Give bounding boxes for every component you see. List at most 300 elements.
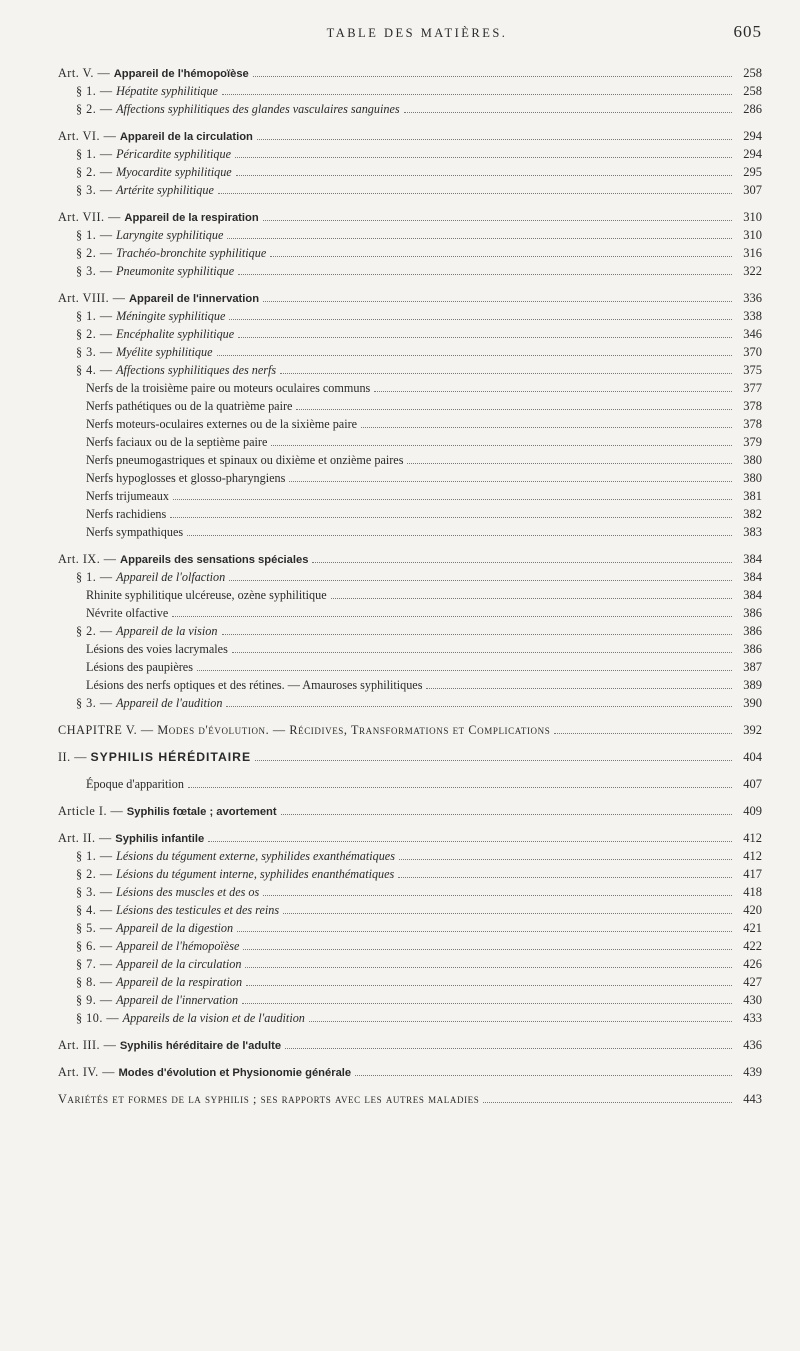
- toc-entry-title: Appareils des sensations spéciales: [120, 554, 309, 566]
- toc-entry-page: 286: [743, 102, 762, 116]
- toc-entry-page: 380: [743, 453, 762, 467]
- toc-entry-page: 439: [743, 1065, 762, 1079]
- toc-entry-label: § 1. —: [76, 147, 117, 161]
- toc-entry-title: Appareil de l'innervation: [116, 993, 239, 1007]
- toc-entry-title: Appareil de l'hémopoïèse: [113, 68, 249, 80]
- toc-entry-title: Modes d'évolution et Physionomie générale: [118, 1067, 352, 1079]
- dot-leader: [245, 958, 732, 968]
- toc-entry-text: [58, 1065, 351, 1080]
- toc-entry-label: II. —: [58, 750, 91, 764]
- toc-entry-page: 389: [743, 678, 762, 692]
- toc-entry-page: 378: [743, 399, 762, 413]
- toc-entry-label: § 3. —: [76, 345, 117, 359]
- toc-entry-title: Nerfs de la troisième paire ou moteurs oculaires communs: [86, 381, 371, 395]
- toc-entry-page: 307: [743, 183, 762, 197]
- toc-entry: [58, 993, 762, 1011]
- toc-entry-title: Lésions du tégument externe, syphilides exanthématiques: [116, 849, 395, 863]
- toc-entry-page: 426: [743, 957, 762, 971]
- toc-entry-text: [86, 471, 285, 486]
- toc-entry-page: 384: [743, 552, 762, 566]
- toc-entry-text: [86, 606, 168, 621]
- toc-entry-title: Myocardite syphilitique: [116, 165, 232, 179]
- toc-entry-label: § 3. —: [76, 885, 117, 899]
- toc-entry-title: Appareil de l'olfaction: [116, 570, 226, 584]
- toc-entry: [58, 246, 762, 264]
- toc-entry-text: [76, 84, 218, 99]
- toc-entry: [58, 804, 762, 822]
- toc-entry: [58, 147, 762, 165]
- toc-entry-page: 407: [743, 777, 762, 791]
- toc-entry-page: 386: [743, 606, 762, 620]
- toc-entry-label: § 9. —: [76, 993, 117, 1007]
- dot-leader: [554, 724, 732, 734]
- toc-entry: [58, 678, 762, 696]
- toc-entry-label: § 2. —: [76, 102, 117, 116]
- toc-entry: [58, 345, 762, 363]
- toc-entry-text: [76, 183, 214, 198]
- toc-entry-title: Appareils de la vision et de l'audition: [122, 1011, 305, 1025]
- toc-entry-label: § 1. —: [76, 309, 117, 323]
- toc-entry: [58, 183, 762, 201]
- toc-entry: [58, 624, 762, 642]
- toc-entry-title: Rhinite syphilitique ulcéreuse, ozène syphilitique: [86, 588, 327, 602]
- toc-entry-title: Nerfs faciaux ou de la septième paire: [86, 435, 268, 449]
- toc-entry-title: Artérite syphilitique: [116, 183, 214, 197]
- toc-entry-label: Art. III. —: [58, 1038, 120, 1052]
- toc-entry: [58, 129, 762, 147]
- dot-leader: [173, 490, 732, 500]
- toc-entry-title: Encéphalite syphilitique: [116, 327, 235, 341]
- toc-entry-text: [86, 381, 370, 396]
- toc-entry-title: Nerfs pneumogastriques et spinaux ou dixième et onzième paires: [86, 453, 404, 467]
- toc-entry-title: Nerfs hypoglosses et glosso-pharyngiens: [86, 471, 286, 485]
- toc-entry: [58, 417, 762, 435]
- toc-entry-page: 390: [743, 696, 762, 710]
- toc-entry-title: Appareil de l'hémopoïèse: [116, 939, 240, 953]
- toc-entry-text: [58, 1092, 479, 1107]
- toc-entry-title: Nerfs moteurs-oculaires externes ou de la sixième paire: [86, 417, 358, 431]
- toc-entry-title: Appareil de la respiration: [124, 212, 259, 224]
- dot-leader: [263, 886, 732, 896]
- toc-entry-text: [58, 723, 550, 738]
- toc-entry-label: § 1. —: [76, 570, 117, 584]
- toc-entry-text: [86, 777, 184, 792]
- toc-entry-label: § 4. —: [76, 363, 117, 377]
- toc-entry-page: 380: [743, 471, 762, 485]
- toc-entry: [58, 750, 762, 768]
- toc-entry-page: 338: [743, 309, 762, 323]
- toc-entry: [58, 921, 762, 939]
- dot-leader: [237, 922, 732, 932]
- dot-leader: [238, 328, 732, 338]
- dot-leader: [263, 292, 732, 302]
- toc-entry: [58, 777, 762, 795]
- toc-entry-text: [86, 417, 357, 432]
- toc-entry-label: CHAPITRE V. —: [58, 723, 158, 737]
- toc-entry-text: [86, 678, 422, 693]
- toc-entry-text: [86, 435, 267, 450]
- toc-entry-label: § 1. —: [76, 228, 117, 242]
- toc-entry-text: [76, 993, 238, 1008]
- toc-entry-page: 294: [743, 147, 762, 161]
- toc-entry-title: Époque d'apparition: [86, 777, 184, 791]
- toc-entry-text: [76, 903, 279, 918]
- toc-entry-title: Méningite syphilitique: [116, 309, 226, 323]
- toc-entry-text: [86, 489, 169, 504]
- toc-entry-title: Variétés et formes de la syphilis ; ses rapports avec les autres maladies: [58, 1092, 480, 1106]
- toc-entry-title: Modes d'évolution. — Récidives, Transformations et Complications: [157, 723, 551, 737]
- toc-entry-title: Trachéo-bronchite syphilitique: [116, 246, 267, 260]
- toc-entry: [58, 867, 762, 885]
- toc-entry-text: [76, 957, 241, 972]
- toc-entry: [58, 489, 762, 507]
- toc-entry-text: [58, 210, 259, 225]
- toc-entry: [58, 165, 762, 183]
- toc-entry-text: [58, 129, 253, 144]
- toc-entry-label: § 3. —: [76, 696, 117, 710]
- toc-entry-page: 322: [743, 264, 762, 278]
- toc-entry-title: Nerfs rachidiens: [86, 507, 167, 521]
- dot-leader: [285, 1039, 732, 1049]
- toc-entry-page: 404: [743, 750, 762, 764]
- toc-entry-page: 427: [743, 975, 762, 989]
- dot-leader: [243, 940, 732, 950]
- toc-entry-title: Névrite olfactive: [86, 606, 169, 620]
- toc-entry-title: SYPHILIS HÉRÉDITAIRE: [90, 750, 252, 764]
- dot-leader: [355, 1066, 732, 1076]
- dot-leader: [404, 103, 732, 113]
- toc-entry: [58, 1065, 762, 1083]
- toc-entry-title: Syphilis héréditaire de l'adulte: [119, 1040, 282, 1052]
- toc-entry: [58, 849, 762, 867]
- dot-leader: [289, 472, 732, 482]
- dot-leader: [426, 679, 732, 689]
- toc-entry-label: § 2. —: [76, 624, 117, 638]
- toc-entry-page: 443: [743, 1092, 762, 1106]
- toc-entry-text: [76, 264, 234, 279]
- toc-entry-page: 412: [743, 831, 762, 845]
- toc-entry: [58, 399, 762, 417]
- toc-entry: [58, 102, 762, 120]
- page-title: TABLE DES MATIÈRES.: [326, 26, 508, 40]
- toc-entry-label: § 6. —: [76, 939, 117, 953]
- toc-entry-label: Art. IX. —: [58, 552, 121, 566]
- toc-entry-page: 310: [743, 210, 762, 224]
- toc-entry-title: Affections syphilitiques des glandes vasculaires sanguines: [116, 102, 400, 116]
- toc-entry-title: Appareil de la circulation: [116, 957, 242, 971]
- toc-entry-label: § 5. —: [76, 921, 117, 935]
- toc-entry-page: 384: [743, 588, 762, 602]
- toc-entry-label: § 2. —: [76, 246, 117, 260]
- toc-entry-page: 294: [743, 129, 762, 143]
- toc-entry: [58, 435, 762, 453]
- toc-entry-text: [86, 642, 228, 657]
- toc-entry-page: 421: [743, 921, 762, 935]
- dot-leader: [236, 166, 732, 176]
- toc-entry-text: [58, 66, 249, 81]
- toc-entry-text: [58, 750, 251, 765]
- toc-entry-title: Lésions des muscles et des os: [116, 885, 260, 899]
- toc-entry-title: Laryngite syphilitique: [116, 228, 224, 242]
- toc-entry-title: Lésions des paupières: [86, 660, 193, 674]
- dot-leader: [172, 607, 732, 617]
- toc-entry: [58, 210, 762, 228]
- dot-leader: [283, 904, 732, 914]
- toc-entry-label: § 2. —: [76, 327, 117, 341]
- toc-entry-text: [86, 525, 183, 540]
- dot-leader: [188, 778, 732, 788]
- dot-leader: [246, 976, 732, 986]
- toc-entry: [58, 228, 762, 246]
- toc-entry: [58, 363, 762, 381]
- toc-entry-title: Pneumonite syphilitique: [116, 264, 235, 278]
- toc-entry-text: [76, 228, 223, 243]
- toc-entry-title: Appareil de la digestion: [116, 921, 234, 935]
- toc-entry-label: Art. VI. —: [58, 129, 120, 143]
- dot-leader: [226, 697, 732, 707]
- toc-entry-text: [76, 975, 242, 990]
- toc-entry: [58, 84, 762, 102]
- toc-entry-page: 378: [743, 417, 762, 431]
- toc-entry-page: 383: [743, 525, 762, 539]
- toc-entry: [58, 552, 762, 570]
- dot-leader: [399, 850, 732, 860]
- toc-entry-label: Art. V. —: [58, 66, 114, 80]
- toc-entry-page: 258: [743, 66, 762, 80]
- toc-entry: [58, 903, 762, 921]
- toc-entry-title: Affections syphilitiques des nerfs: [116, 363, 277, 377]
- dot-leader: [217, 346, 732, 356]
- page-header: [72, 22, 762, 46]
- toc-entry-label: § 8. —: [76, 975, 117, 989]
- toc-entry-text: [76, 309, 225, 324]
- toc-entry-label: § 2. —: [76, 165, 117, 179]
- toc-entry: [58, 381, 762, 399]
- toc-entry-page: 375: [743, 363, 762, 377]
- toc-entry-text: [76, 246, 266, 261]
- toc-entry-text: [76, 345, 213, 360]
- toc-entry-text: [76, 165, 232, 180]
- toc-entry-page: 386: [743, 624, 762, 638]
- toc-entry-page: 381: [743, 489, 762, 503]
- toc-entry-page: 422: [743, 939, 762, 953]
- toc-entry-text: [58, 804, 277, 819]
- dot-leader: [229, 310, 732, 320]
- toc-entry-title: Lésions des voies lacrymales: [86, 642, 228, 656]
- dot-leader: [331, 589, 732, 599]
- toc-entry: [58, 291, 762, 309]
- table-of-contents: [58, 66, 762, 1110]
- toc-entry: [58, 309, 762, 327]
- toc-entry: [58, 957, 762, 975]
- toc-entry-page: 418: [743, 885, 762, 899]
- dot-leader: [232, 643, 732, 653]
- dot-leader: [483, 1093, 732, 1103]
- page-number: 605: [733, 22, 762, 41]
- toc-entry-text: [86, 660, 193, 675]
- toc-entry: [58, 606, 762, 624]
- toc-entry-page: 420: [743, 903, 762, 917]
- toc-entry-title: Appareil de l'innervation: [128, 293, 260, 305]
- toc-entry-label: § 3. —: [76, 264, 117, 278]
- toc-entry-title: Syphilis fœtale ; avortement: [126, 806, 277, 818]
- dot-leader: [374, 382, 732, 392]
- dot-leader: [222, 625, 733, 635]
- toc-entry-label: § 7. —: [76, 957, 117, 971]
- dot-leader: [222, 85, 732, 95]
- toc-entry: [58, 642, 762, 660]
- toc-entry-page: 436: [743, 1038, 762, 1052]
- toc-entry: [58, 525, 762, 543]
- toc-entry-label: § 1. —: [76, 849, 117, 863]
- toc-entry-text: [76, 885, 259, 900]
- dot-leader: [170, 508, 732, 518]
- dot-leader: [238, 265, 732, 275]
- toc-entry-title: Hépatite syphilitique: [116, 84, 218, 98]
- toc-entry: [58, 723, 762, 741]
- toc-entry-title: Nerfs pathétiques ou de la quatrième paire: [86, 399, 293, 413]
- toc-entry-title: Lésions des testicules et des reins: [116, 903, 280, 917]
- toc-entry-text: [76, 147, 231, 162]
- toc-entry: [58, 570, 762, 588]
- toc-entry-page: 346: [743, 327, 762, 341]
- toc-entry-page: 417: [743, 867, 762, 881]
- dot-leader: [208, 832, 732, 842]
- toc-entry-page: 382: [743, 507, 762, 521]
- dot-leader: [407, 454, 732, 464]
- toc-entry-label: § 3. —: [76, 183, 117, 197]
- toc-entry-page: 316: [743, 246, 762, 260]
- toc-entry-title: Myélite syphilitique: [116, 345, 213, 359]
- toc-entry-page: 310: [743, 228, 762, 242]
- toc-entry-title: Appareil de la vision: [116, 624, 218, 638]
- toc-entry-text: [76, 327, 234, 342]
- toc-entry-text: [76, 102, 400, 117]
- dot-leader: [218, 184, 732, 194]
- toc-entry: [58, 327, 762, 345]
- toc-entry-label: Article I. —: [58, 804, 127, 818]
- toc-entry-text: [76, 363, 276, 378]
- toc-entry: [58, 588, 762, 606]
- toc-entry-label: Art. IV. —: [58, 1065, 119, 1079]
- dot-leader: [197, 661, 732, 671]
- toc-entry-text: [58, 1038, 281, 1053]
- toc-entry-label: Art. II. —: [58, 831, 116, 845]
- toc-entry-title: Lésions des nerfs optiques et des rétines. — Amauroses syphilitiques: [86, 678, 423, 692]
- toc-entry: [58, 453, 762, 471]
- toc-entry-page: 387: [743, 660, 762, 674]
- toc-entry-text: [76, 939, 239, 954]
- toc-entry-title: Appareil de la respiration: [116, 975, 243, 989]
- toc-entry: [58, 507, 762, 525]
- dot-leader: [242, 994, 732, 1004]
- toc-entry-title: Appareil de l'audition: [116, 696, 223, 710]
- dot-leader: [280, 364, 732, 374]
- toc-entry-text: [58, 291, 259, 306]
- dot-leader: [229, 571, 732, 581]
- dot-leader: [255, 751, 732, 761]
- toc-entry-label: § 2. —: [76, 867, 117, 881]
- toc-entry-text: [76, 849, 395, 864]
- toc-entry-text: [76, 696, 222, 711]
- toc-entry-label: § 1. —: [76, 84, 117, 98]
- toc-entry-title: Lésions du tégument interne, syphilides enanthématiques: [116, 867, 395, 881]
- toc-entry-text: [86, 588, 327, 603]
- dot-leader: [227, 229, 732, 239]
- toc-entry-page: 412: [743, 849, 762, 863]
- toc-entry-text: [76, 570, 225, 585]
- toc-entry-title: Nerfs trijumeaux: [86, 489, 169, 503]
- toc-entry: [58, 696, 762, 714]
- toc-entry: [58, 660, 762, 678]
- toc-entry-title: Appareil de la circulation: [119, 131, 253, 143]
- dot-leader: [398, 868, 732, 878]
- toc-entry: [58, 975, 762, 993]
- toc-entry-title: Péricardite syphilitique: [116, 147, 232, 161]
- toc-entry-text: [58, 552, 308, 567]
- toc-entry-text: [76, 867, 394, 882]
- dot-leader: [253, 67, 732, 77]
- dot-leader: [296, 400, 732, 410]
- dot-leader: [281, 805, 732, 815]
- dot-leader: [257, 130, 732, 140]
- toc-entry-page: 384: [743, 570, 762, 584]
- toc-entry-page: 258: [743, 84, 762, 98]
- toc-entry-page: 377: [743, 381, 762, 395]
- toc-entry: [58, 1011, 762, 1029]
- toc-entry-page: 409: [743, 804, 762, 818]
- dot-leader: [271, 436, 732, 446]
- toc-entry: [58, 1038, 762, 1056]
- toc-entry-text: [76, 1011, 305, 1026]
- toc-entry-title: Syphilis infantile: [115, 833, 205, 845]
- toc-entry-page: 433: [743, 1011, 762, 1025]
- toc-entry-page: 370: [743, 345, 762, 359]
- toc-entry: [58, 939, 762, 957]
- dot-leader: [361, 418, 732, 428]
- toc-entry-label: § 10. —: [76, 1011, 123, 1025]
- dot-leader: [270, 247, 732, 257]
- toc-entry-page: 392: [743, 723, 762, 737]
- toc-entry-label: Art. VII. —: [58, 210, 125, 224]
- toc-entry-page: 430: [743, 993, 762, 1007]
- toc-entry: [58, 885, 762, 903]
- toc-entry: [58, 1092, 762, 1110]
- dot-leader: [235, 148, 732, 158]
- toc-entry: [58, 264, 762, 282]
- toc-entry-text: [86, 399, 292, 414]
- toc-entry-page: 379: [743, 435, 762, 449]
- toc-entry: [58, 66, 762, 84]
- toc-entry-label: Art. VIII. —: [58, 291, 129, 305]
- toc-entry: [58, 471, 762, 489]
- toc-entry: [58, 831, 762, 849]
- toc-entry-page: 336: [743, 291, 762, 305]
- toc-entry-page: 386: [743, 642, 762, 656]
- toc-entry-text: [76, 921, 233, 936]
- dot-leader: [312, 553, 732, 563]
- toc-entry-text: [76, 624, 218, 639]
- toc-entry-label: § 4. —: [76, 903, 117, 917]
- toc-entry-text: [86, 507, 166, 522]
- toc-entry-title: Nerfs sympathiques: [86, 525, 184, 539]
- toc-entry-text: [86, 453, 403, 468]
- toc-entry-text: [58, 831, 204, 846]
- toc-entry-page: 295: [743, 165, 762, 179]
- dot-leader: [309, 1012, 732, 1022]
- dot-leader: [187, 526, 732, 536]
- dot-leader: [263, 211, 732, 221]
